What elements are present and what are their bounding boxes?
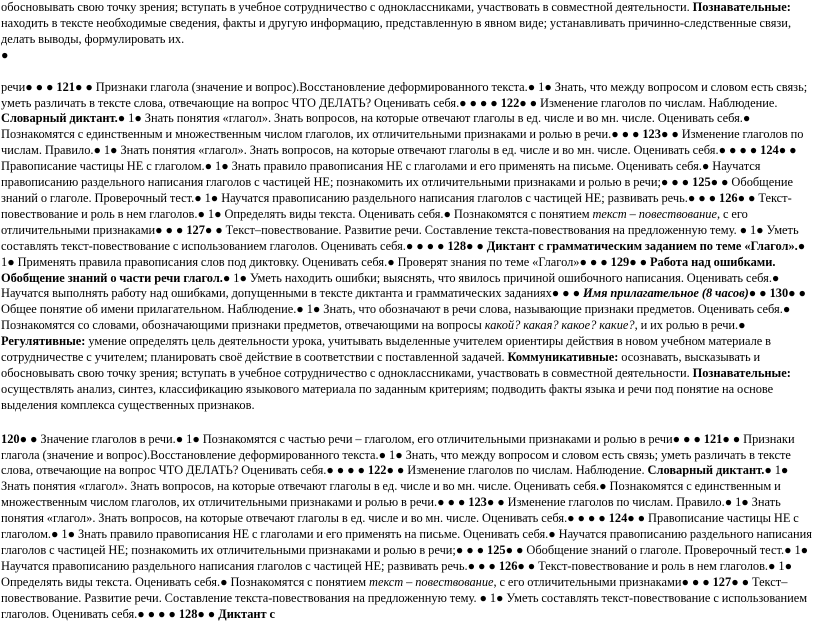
bold-text-run: 123 (642, 127, 661, 142)
text-run: ● 1● Знать понятия «глагол». Знать вопросов, на которые отвечают глаголы в ед. числе и во мн. числе. Оценивать себя.● Познакомятся с единственным и множественным числом глаголов, их отличительными признаками и ролью в речи.● ● ● (1, 463, 789, 510)
text-run: осознавать, высказывать и обосновывать свою точку зрения; вступать в учебное сотрудничество с одноклассниками, участвовать в совместной деятельности. (1, 350, 761, 380)
bold-text-run: 121 (56, 79, 75, 94)
italic-text-run: текст – повествование (592, 206, 717, 221)
bold-text-run: 129 (610, 254, 630, 269)
bold-text-run: ● (1, 47, 9, 62)
bold-text-run: Коммуникативные: (507, 350, 619, 365)
text-run: ● ● (629, 254, 650, 269)
bold-text-run: 127 (712, 574, 732, 589)
text-run: ● ● (748, 286, 770, 301)
text-run: обосновывать свою точку зрения; вступать в учебное сотрудничество с одноклассниками, участвовать в совместной деятельности. (1, 0, 693, 14)
paragraph-block-2 (1, 432, 814, 623)
bold-text-run: 122 (367, 463, 387, 478)
bold-text-run: 128 (447, 238, 467, 253)
text-run: , с его отличительными признаками● ● ● (1, 206, 748, 237)
text-run: ● ● Обобщение знаний о глаголе. Проверочный тест.● 1● Научатся правописанию раздельного написания глаголов с частицей НЕ; развивать речь.● ● ● (1, 175, 793, 205)
paragraph-spacer (1, 414, 814, 432)
text-run: ● ● Текст-повествование и роль в нем глаголов.● 1● Определять виды текста. Оценивать себя.● Познакомятся с понятием (1, 190, 792, 221)
text-run: ● 1● Применять правила правописания слов под диктовку. Оценивать себя.● Проверят знания по теме «Глагол»● ● ● (1, 238, 806, 269)
text-run: умение определять цель деятельности урока, учитывать выделенные учителем ориентиры действия в новом учебном материале в сотрудничестве с учителем; планировать своё действие в соответствии с поставленной задачей. (1, 334, 771, 365)
bold-text-run: 122 (500, 95, 520, 110)
paragraph-bullet-line (1, 48, 814, 64)
text-run: ● ● Правописание частицы НЕ с глаголом.● 1● Знать правило правописания НЕ с глаголами и его применять на письме. Оценивать себя.● Научатся правописанию раздельного написания глаголов с частицей НЕ; познакомить их отличительными признаками и ролью в речи;● ● ● (1, 143, 797, 190)
text-run: ● ● Изменение глаголов по числам. Наблюдение. (386, 463, 648, 478)
text-run: ● ● Общее понятие об имени прилагательном. Наблюдение.● 1● Знать, что обозначают в речи слова, называющие признаки предметов. Оценивать себя.● Познакомятся со словами, обозначающими признаки предметов, отвечающими на вопросы (1, 286, 807, 333)
text-run: ● ● (466, 238, 487, 253)
text-run: ● ● (197, 606, 219, 621)
bold-text-run: 123 (468, 495, 487, 510)
text-run: ● 1● Знать понятия «глагол». Знать вопросов, на которые отвечают глаголы в ед. числе и во мн. числе. Оценивать себя.● Познакомятся с единственным и множественным числом глаголов, их отличительными признаками и ролью в речи.● ● ● (1, 111, 751, 142)
bold-text-run: 124 (760, 143, 779, 158)
paragraph-top (1, 0, 814, 48)
text-run: ● ● Изменение глаголов по числам. Наблюдение. (519, 95, 778, 110)
paragraph-spacer (1, 64, 814, 80)
text-run: ● ● Признаки глагола (значение и вопрос).Восстановление деформированного текста.● 1● Знать, что между вопросом и словом есть связь; уметь различать в тексте слова, отвечающие на вопрос ЧТО ДЕЛАТЬ? Оценивать себя.● ● ● ● (1, 431, 795, 478)
bold-italic-text-run: Имя прилагательное (8 часов) (582, 286, 749, 301)
text-run: , с его отличительными признаками● ● ● (493, 574, 713, 589)
bold-text-run: Словарный диктант. (647, 463, 765, 478)
text-run: ● ● Изменение глаголов по числам. Правило.● 1● Знать понятия «глагол». Знать вопросов, на которые отвечают глаголы в ед. числе и во мн. числе. Оценивать себя.● ● ● ● (1, 495, 781, 526)
text-run: ● 1● Уметь находить ошибки; выяснять, что явилось причиной ошибочного написания. Оценивать себя.● Научатся выполнять работу над ошибками, допущенными в тексте диктанта и грамматических заданиях● ● ● (1, 270, 780, 301)
text-run: речи● ● ● (1, 79, 57, 94)
bold-text-run: 124 (608, 511, 628, 526)
bold-text-run: 130 (769, 286, 789, 301)
bold-text-run: 126 (719, 190, 738, 205)
bold-text-run: Диктант с грамматическим заданием по теме «Глагол». (486, 238, 798, 253)
bold-text-run: 126 (498, 558, 518, 573)
text-run: ● ● Изменение глаголов по числам. Правило.● 1● Знать понятия «глагол». Знать вопросов, на которые отвечают глаголы в ед. числе и во мн. числе. Оценивать себя.● ● ● ● (1, 127, 804, 158)
bold-text-run: 127 (186, 222, 205, 237)
text-run: ● ● Обобщение знаний о глаголе. Проверочный тест.● 1● Научатся правописанию раздельного написания глаголов с частицей НЕ; развивать речь.● ● ● (1, 543, 809, 573)
bold-text-run: Работа над ошибками. Обобщение знаний о части речи глагол. (1, 254, 776, 285)
paragraph-block-1 (1, 80, 814, 414)
bold-text-run: Диктант с (218, 606, 276, 621)
text-run: ● ● Признаки глагола (значение и вопрос).Восстановление деформированного текста.● 1● Знать, что между вопросом и словом есть связь; уметь различать в тексте слова, отвечающие на вопрос ЧТО ДЕЛАТЬ? Оценивать себя.● ● ● ● (1, 79, 808, 110)
text-run: осуществлять анализ, синтез, классификацию языкового материала по заданным критериям; подводить факты языка и речи под понятие на основе выделения комплекса существенных признаков. (1, 381, 774, 412)
bold-text-run: 128 (178, 606, 198, 621)
text-run: находить в тексте необходимые сведения, факты и другую информацию, представленную в явном виде; устанавливать причинно-следственные связи, делать выводы, формулировать их. (1, 15, 792, 46)
bold-text-run: Познавательные: (692, 365, 791, 380)
bold-text-run: Познавательные: (692, 0, 791, 14)
bold-text-run: Регулятивные: (1, 334, 86, 349)
text-run: , и их ролью в речи.● (634, 318, 746, 333)
text-run: ● ● Правописание частицы НЕ с глаголом.● 1● Знать правило правописания НЕ с глаголами и его применять на письме. Оценивать себя.● Научатся правописанию раздельного написания глаголов с частицей НЕ; познакомить их отличительными признаками и ролью в речи;● ● ● (1, 511, 812, 557)
bold-text-run: Словарный диктант. (1, 111, 118, 126)
bold-text-run: 125 (692, 175, 711, 190)
italic-text-run: какой? какая? какое? какие? (484, 318, 635, 333)
text-run: ● ● Текст–повествование. Развитие речи. Составление текста-повествования на предложенную тему. ● 1● Уметь составлять текст-повествование с использованием глаголов. Оценивать себя.● ● ● ● (1, 222, 799, 253)
text-run: ● ● Текст–повествование. Развитие речи. Составление текста-повествования на предложенную тему. ● 1● Уметь составлять текст-повествование с использованием глаголов. Оценивать себя.● ● ● ● (1, 574, 808, 621)
bold-text-run: 121 (703, 431, 723, 446)
text-run: ● ● Текст-повествование и роль в нем глаголов.● 1● Определять виды текста. Оценивать себя.● Познакомятся с понятием (1, 558, 793, 589)
bold-text-run: 125 (487, 543, 506, 557)
italic-text-run: текст – повествование (369, 574, 494, 589)
bold-text-run: 120 (1, 431, 20, 446)
text-run: ● ● Значение глаголов в речи.● 1● Познакомятся с частью речи – глаголом, его отличительными признаками и ролью в речи● ● ● (19, 431, 704, 446)
